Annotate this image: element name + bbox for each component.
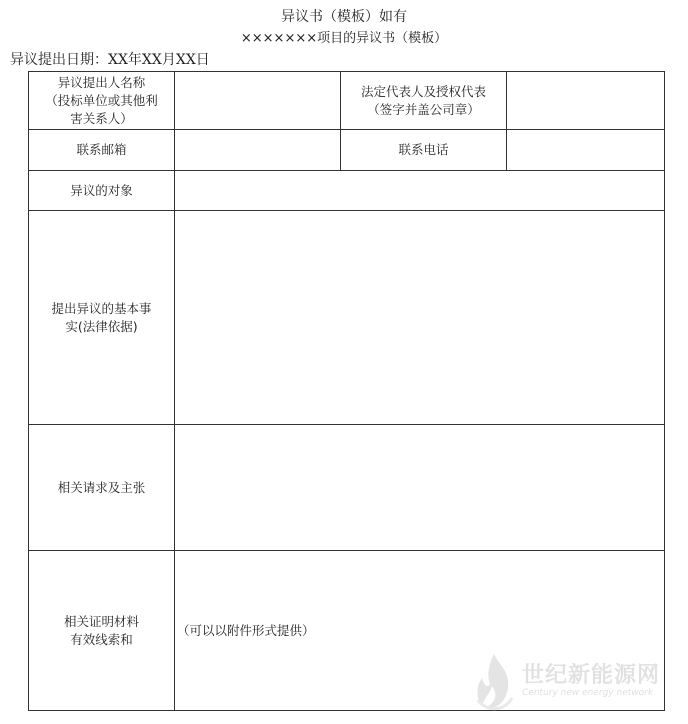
facts-label: 提出异议的基本事 实(法律依据) <box>29 211 175 425</box>
claims-field[interactable] <box>175 425 665 551</box>
table-row <box>29 211 665 425</box>
site-watermark <box>470 648 670 718</box>
email-label: 联系邮箱 <box>29 130 175 171</box>
objection-form-table <box>28 71 665 711</box>
table-row <box>29 425 665 551</box>
table-row <box>29 171 665 211</box>
evidence-note: （可以以附件形式提供） <box>177 622 315 638</box>
object-label: 异议的对象 <box>29 171 175 211</box>
evidence-label: 相关证明材料 有效线索和 <box>29 551 175 711</box>
flame-logo-icon <box>470 650 518 714</box>
objector-name-field[interactable] <box>175 72 341 130</box>
table-row <box>29 72 665 130</box>
phone-field[interactable] <box>507 130 665 171</box>
objector-name-label: 异议提出人名称 （投标单位或其他利 害关系人） <box>29 72 175 130</box>
claims-label: 相关请求及主张 <box>29 425 175 551</box>
legal-rep-field[interactable] <box>507 72 665 130</box>
object-field[interactable] <box>175 171 665 211</box>
document-subtitle: ×××××××项目的异议书（模板） <box>240 31 448 46</box>
watermark-text: 世纪新能源网 <box>522 663 661 688</box>
facts-field[interactable] <box>175 211 665 425</box>
objection-date: 异议提出日期：XX年XX月XX日 <box>10 52 210 68</box>
watermark-subtext: Century new energy network <box>522 688 654 698</box>
phone-label: 联系电话 <box>341 130 507 171</box>
email-field[interactable] <box>175 130 341 171</box>
legal-rep-label: 法定代表人及授权代表 （签字并盖公司章） <box>341 72 507 130</box>
table-row <box>29 130 665 171</box>
document-title: 异议书（模板）如有 <box>281 9 407 25</box>
